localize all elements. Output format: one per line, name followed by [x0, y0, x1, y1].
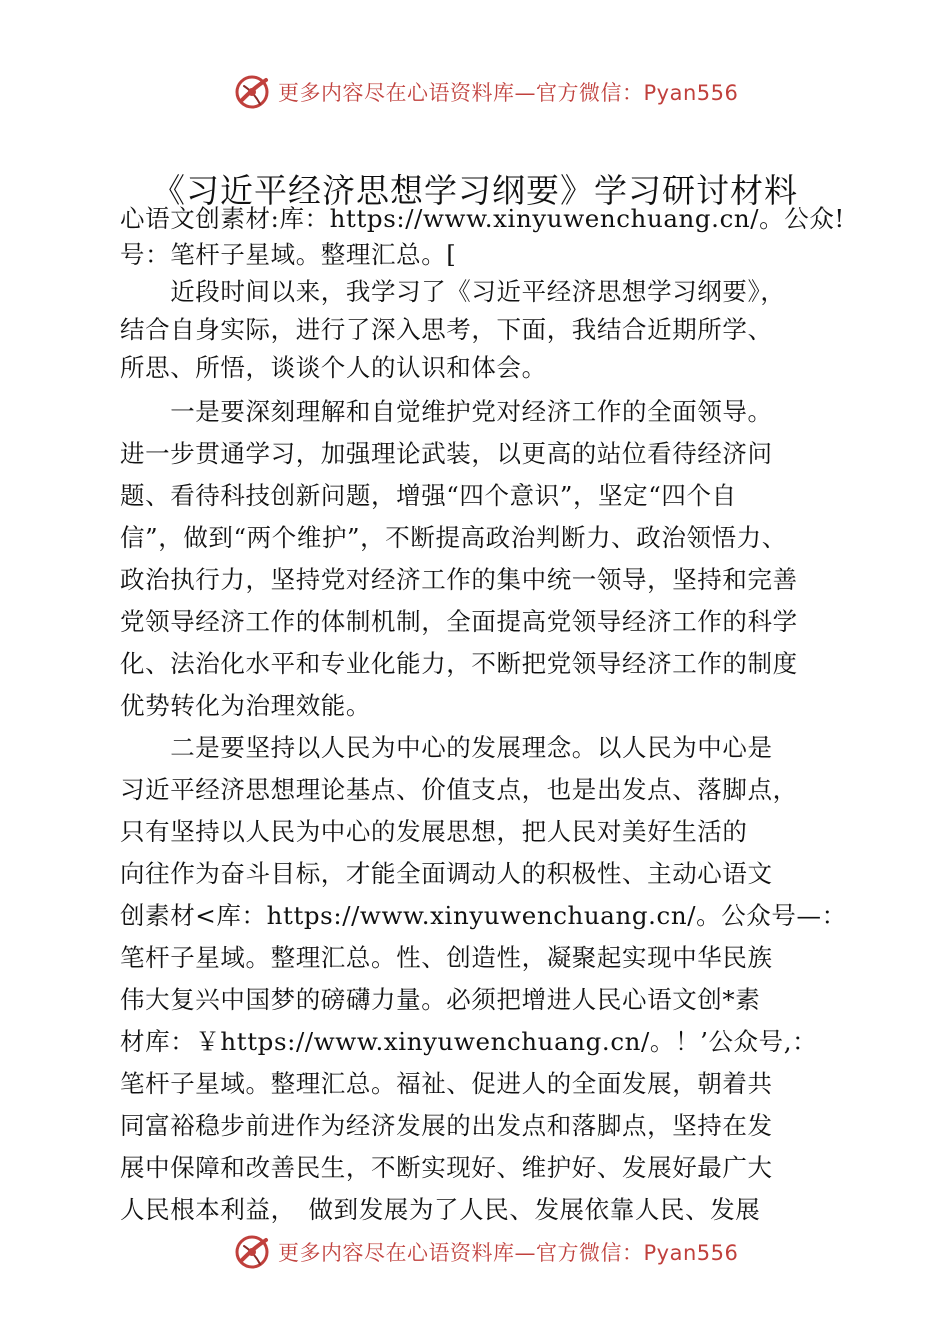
body-line: 创素材<库：https://www.xinyuwenchuang.cn/。公众号—： — [120, 901, 847, 930]
body-line: 信”，做到“两个维护”，不断提高政治判断力、政治领悟力、 — [120, 523, 787, 552]
body-line: 同富裕稳步前进作为经济发展的出发点和落脚点，坚持在发 — [120, 1111, 773, 1140]
body-line: 号：笔杆子星域。整理汇总。[ — [120, 240, 457, 269]
body-line: 笔杆子星域。整理汇总。福祉、促进人的全面发展，朝着共 — [120, 1069, 773, 1098]
watermark-text: 更多内容尽在心语资料库—官方微信：Pyan556 — [278, 1241, 739, 1265]
header-watermark — [232, 72, 738, 112]
body-line: 政治执行力，坚持党对经济工作的集中统一领导，坚持和完善 — [120, 565, 798, 594]
brush-logo-icon — [232, 72, 272, 112]
footer-watermark — [232, 1232, 738, 1272]
body-line: 向往作为奋斗目标，才能全面调动人的积极性、主动心语文 — [120, 859, 773, 888]
body-line: 习近平经济思想理论基点、价值支点，也是出发点、落脚点， — [120, 775, 798, 804]
brush-logo-icon — [232, 1232, 272, 1272]
body-line: 笔杆子星域。整理汇总。性、创造性，凝聚起实现中华民族 — [120, 943, 773, 972]
body-line: 展中保障和改善民生，不断实现好、维护好、发展好最广大 — [120, 1153, 773, 1182]
body-line: 党领导经济工作的体制机制，全面提高党领导经济工作的科学 — [120, 607, 798, 636]
body-line: 伟大复兴中国梦的磅礴力量。必须把增进人民心语文创*素 — [120, 985, 761, 1014]
body-line: 结合自身实际，进行了深入思考，下面，我结合近期所学、 — [120, 315, 773, 344]
body-line: 二是要坚持以人民为中心的发展理念。以人民为中心是 — [120, 733, 773, 762]
body-line: 所思、所悟，谈谈个人的认识和体会。 — [120, 353, 547, 382]
body-line: 进一步贯通学习，加强理论武装，以更高的站位看待经济问 — [120, 439, 773, 468]
body-line: 只有坚持以人民为中心的发展思想，把人民对美好生活的 — [120, 817, 748, 846]
watermark-text: 更多内容尽在心语资料库—官方微信：Pyan556 — [278, 81, 739, 105]
body-line: 题、看待科技创新问题，增强“四个意识”，坚定“四个自 — [120, 481, 737, 510]
document-title: 《习近平经济思想学习纲要》学习研讨材料 — [152, 171, 798, 210]
body-line: 近段时间以来，我学习了《习近平经济思想学习纲要》， — [120, 277, 786, 306]
body-line: 人民根本利益， 做到发展为了人民、发展依靠人民、发展 — [120, 1195, 761, 1224]
body-line: 一是要深刻理解和自觉维护党对经济工作的全面领导。 — [120, 397, 773, 426]
body-line: 化、法治化水平和专业化能力，不断把党领导经济工作的制度 — [120, 649, 798, 678]
body-line: 优势转化为治理效能。 — [120, 691, 371, 720]
body-line: 材库：￥https://www.xinyuwenchuang.cn/。！’公众号,： — [120, 1027, 818, 1056]
body-line: 心语文创素材:库：https://www.xinyuwenchuang.cn/。公众! — [120, 204, 845, 233]
